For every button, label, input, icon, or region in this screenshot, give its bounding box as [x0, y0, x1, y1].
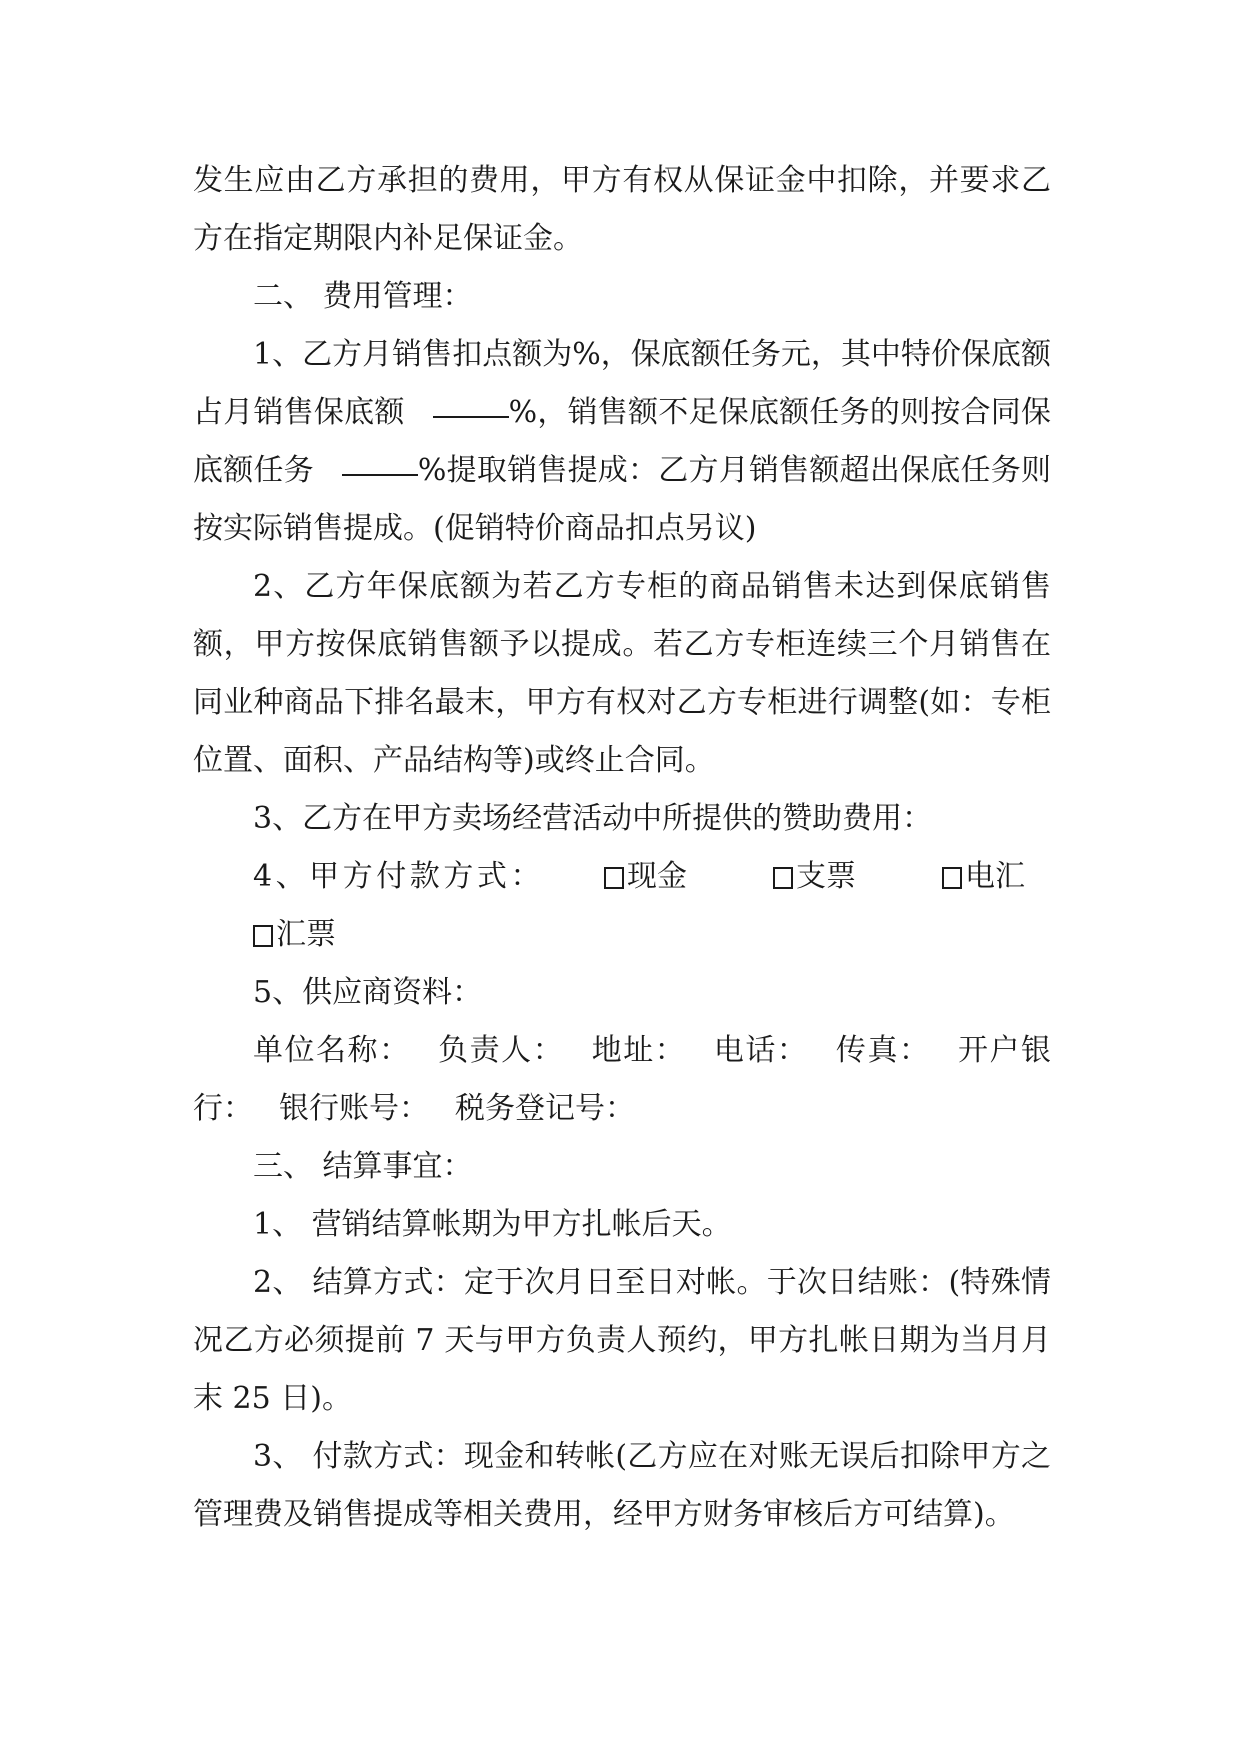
supplier-fields: [193, 1022, 1051, 1138]
paragraph-deposit-deduction: 发生应由乙方承担的费用，甲方有权从保证金中扣除，并要求乙方在指定期限内补足保证金。: [193, 163, 1051, 256]
section-3-heading: 三、 结算事宜：: [253, 1149, 473, 1184]
clause-3-1: 1、 营销结算帐期为甲方扎帐后天。: [253, 1207, 732, 1242]
clause-2-1: [193, 326, 1051, 558]
field-person-in-charge: 负责人：: [436, 1033, 565, 1068]
clause-2-2: 2、乙方年保底额为若乙方专柜的商品销售未达到保底销售额，甲方按保底销售额予以提成。若乙方专柜连续三个月销售在同业种商品下排名最末，甲方有权对乙方专柜进行调整(如：专柜位置、面积、产品结构等)或终止合同。: [193, 569, 1051, 778]
checkbox-icon[interactable]: [942, 867, 962, 889]
clause-3-2: 2、 结算方式：定于次月日至日对帐。于次日结账：(特殊情况乙方必须提前 7 天与甲方负责人预约，甲方扎帐日期为当月月末 25 日)。: [193, 1265, 1051, 1416]
payment-option-check[interactable]: 支票: [713, 848, 856, 906]
clause-2-5: 5、供应商资料：: [253, 975, 483, 1010]
document-body: [193, 152, 1051, 1544]
payment-method-label: 4、甲方付款方式：: [253, 859, 544, 894]
clause-2-1-part-a: 1、乙方月销售扣点额为%，保底额任务元，其中特价保底额占月销售保底额: [193, 337, 1051, 430]
field-bank: 开户银行：: [193, 1033, 1052, 1126]
clause-2-1-part-b: %，销售额不足保底额任务的则按合同保底额任务: [193, 395, 1051, 488]
field-address: 地址：: [590, 1033, 687, 1068]
checkbox-icon[interactable]: [773, 867, 793, 889]
payment-option-wire[interactable]: 电汇: [882, 848, 1025, 906]
blank-underline: [433, 390, 509, 418]
clause-2-4: [193, 848, 1051, 964]
field-bank-account: 银行账号：: [279, 1091, 429, 1126]
field-fax: 传真：: [834, 1033, 931, 1068]
checkbox-icon[interactable]: [604, 867, 624, 889]
field-phone: 电话：: [712, 1033, 809, 1068]
clause-3-3: 3、 付款方式：现金和转帐(乙方应在对账无误后扣除甲方之管理费及销售提成等相关费用，经甲方财务审核后方可结算)。: [193, 1439, 1051, 1532]
payment-option-cash[interactable]: 现金: [544, 848, 687, 906]
checkbox-icon[interactable]: [253, 925, 273, 947]
section-2-heading: 二、 费用管理：: [253, 279, 473, 314]
field-unit-name: 单位名称：: [253, 1033, 411, 1068]
clause-2-1-part-c: %提取销售提成：乙方月销售额超出保底任务则按实际销售提成。(促销特价商品扣点另议): [193, 453, 1051, 546]
payment-option-draft[interactable]: 汇票: [193, 906, 336, 964]
field-tax-registration: 税务登记号：: [455, 1091, 635, 1126]
clause-2-3: 3、乙方在甲方卖场经营活动中所提供的赞助费用：: [253, 801, 933, 836]
blank-underline: [342, 448, 418, 476]
